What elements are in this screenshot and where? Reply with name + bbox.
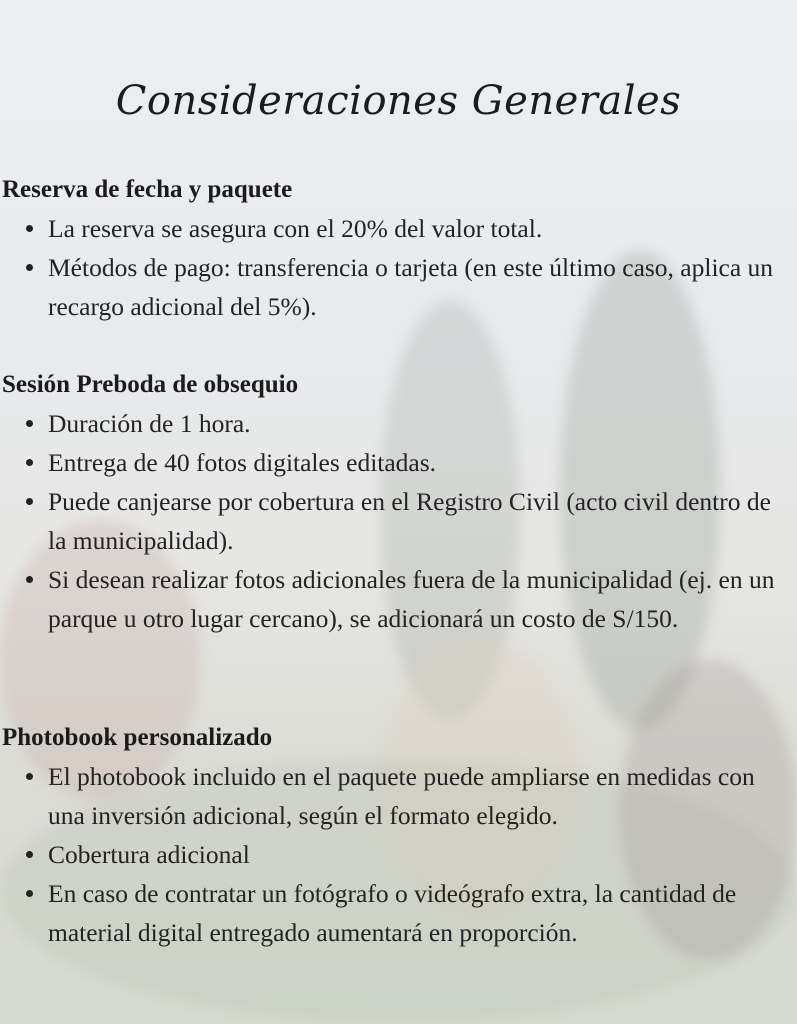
list-item: En caso de contratar un fotógrafo o videógrafo extra, la cantidad de material digital entregado aumentará en proporción. [48,874,797,952]
section-heading: Photobook personalizado [2,724,273,751]
list-item: Cobertura adicional [48,835,797,874]
list-item: El photobook incluido en el paquete puede ampliarse en medidas con una inversión adicional, según el formato elegido. [48,757,797,835]
section-heading: Sesión Preboda de obsequio [2,371,299,398]
bullet-list [0,757,797,952]
list-item: Entrega de 40 fotos digitales editadas. [48,443,797,482]
list-item: Si desean realizar fotos adicionales fuera de la municipalidad (ej. en un parque u otro lugar cercano), se adicionará un costo de S/150. [48,560,797,638]
section-reserva [0,171,797,326]
list-item: Duración de 1 hora. [48,404,797,443]
list-item: La reserva se asegura con el 20% del valor total. [48,209,797,248]
bullet-list [0,209,797,326]
list-item: Métodos de pago: transferencia o tarjeta (en este último caso, aplica un recargo adicional del 5%). [48,248,797,326]
section-photobook [0,719,797,952]
page-title: Consideraciones Generales [115,78,682,124]
list-item: Puede canjearse por cobertura en el Registro Civil (acto civil dentro de la municipalidad). [48,482,797,560]
section-preboda [0,366,797,638]
section-heading: Reserva de fecha y paquete [2,176,293,203]
bullet-list [0,404,797,638]
